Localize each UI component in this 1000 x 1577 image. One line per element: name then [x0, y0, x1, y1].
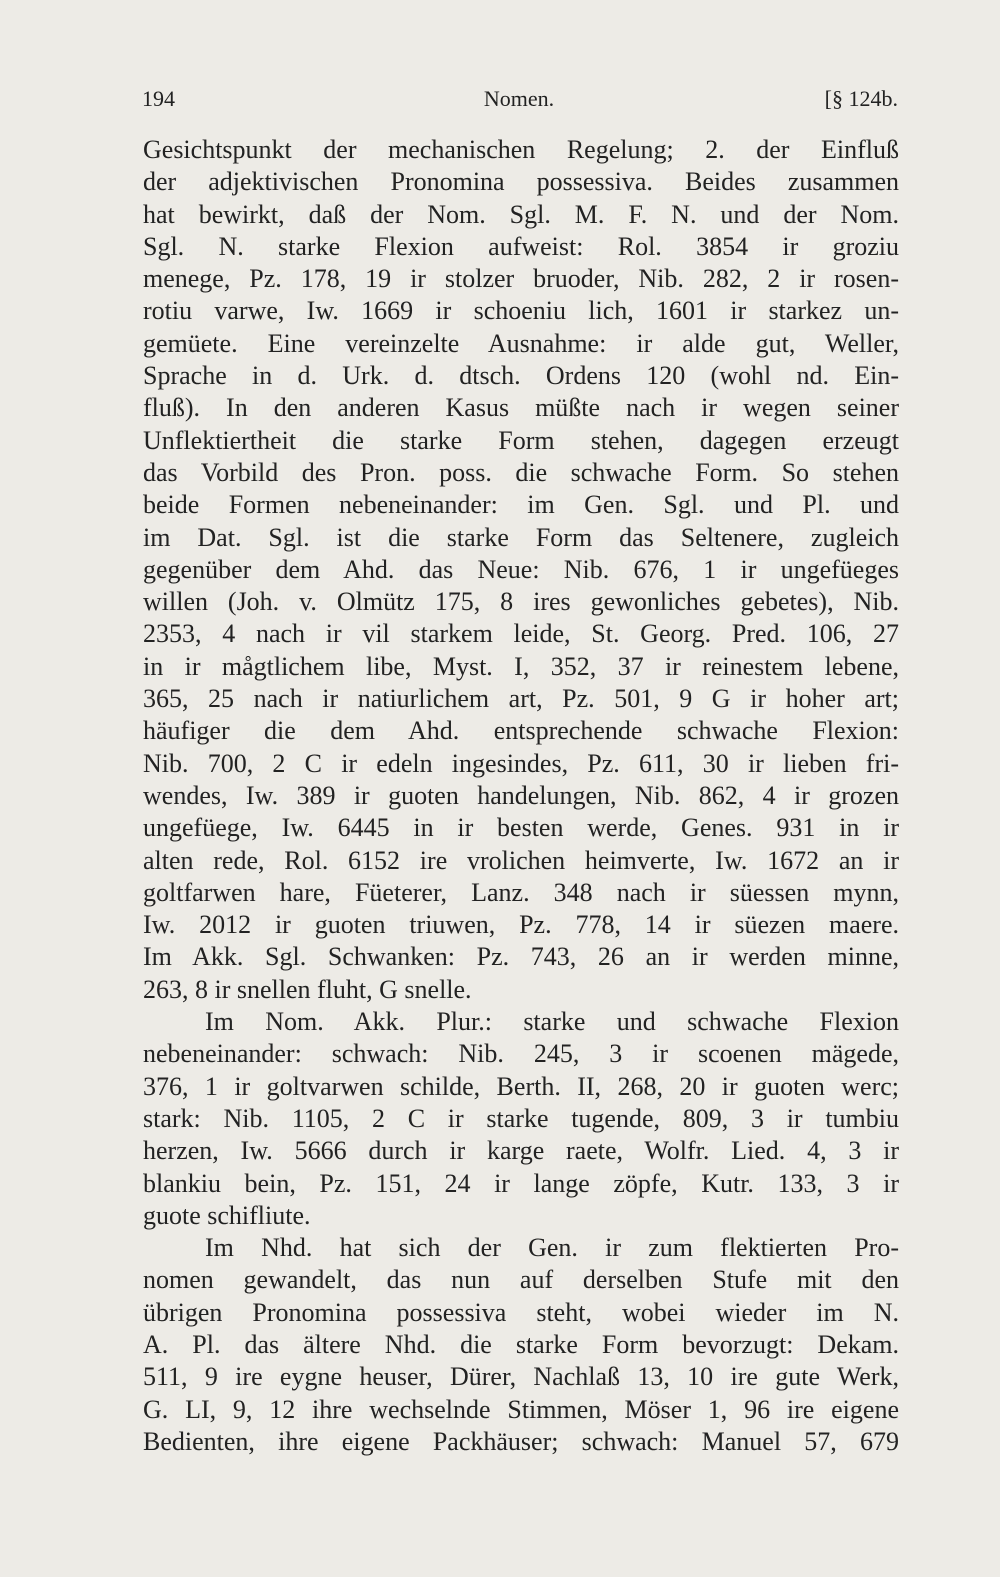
text-line: Nib. 700, 2 C ir edeln ingesindes, Pz. 611, 30 ir lieben fri- — [143, 748, 899, 778]
text-line: Gesichtspunkt der mechanischen Regelung; 2. der Einfluß — [143, 135, 899, 164]
text-line: guote schifliute. — [143, 1200, 311, 1230]
text-line: 365, 25 nach ir natiurlichem art, Pz. 501, 9 G ir hoher art; — [143, 684, 899, 714]
text-line: Unflektiertheit die starke Form stehen, dagegen erzeugt — [143, 425, 899, 455]
text-line: 2353, 4 nach ir vil starkem leide, St. Georg. Pred. 106, 27 — [143, 619, 899, 649]
page-number: 194 — [142, 86, 175, 111]
text-line: das Vorbild des Pron. poss. die schwache Form. So stehen — [143, 457, 899, 487]
text-line: herzen, Iw. 5666 durch ir karge raete, Wolfr. Lied. 4, 3 ir — [143, 1136, 899, 1166]
text-line: 376, 1 ir goltvarwen schilde, Berth. II, 268, 20 ir guoten werc; — [143, 1071, 899, 1101]
text-line: übrigen Pronomina possessiva steht, wobei wieder im N. — [143, 1297, 899, 1327]
text-line: Sgl. N. starke Flexion aufweist: Rol. 3854 ir groziu — [143, 231, 899, 261]
chapter-title: Nomen. — [483, 86, 555, 111]
text-line: willen (Joh. v. Olmütz 175, 8 ires gewonliches gebetes), Nib. — [143, 587, 899, 617]
text-line: Bedienten, ihre eigene Packhäuser; schwach: Manuel 57, 679 — [143, 1426, 899, 1456]
text-line: nebeneinander: schwach: Nib. 245, 3 ir scoenen mägede, — [143, 1039, 899, 1069]
text-line: 263, 8 ir snellen fluht, G snelle. — [143, 974, 472, 1004]
text-line: blankiu bein, Pz. 151, 24 ir lange zöpfe, Kutr. 133, 3 ir — [143, 1168, 899, 1198]
running-header — [140, 86, 898, 120]
text-line: beide Formen nebeneinander: im Gen. Sgl. und Pl. und — [143, 490, 899, 520]
text-line: Im Nom. Akk. Plur.: starke und schwache Flexion — [205, 1007, 899, 1037]
text-line: ungefüege, Iw. 6445 in ir besten werde, Genes. 931 in ir — [143, 813, 899, 843]
text-line: nomen gewandelt, das nun auf derselben Stufe mit den — [143, 1265, 899, 1295]
text-line: der adjektivischen Pronomina possessiva. Beides zusammen — [143, 167, 899, 197]
text-line: menege, Pz. 178, 19 ir stolzer bruoder, Nib. 282, 2 ir rosen- — [143, 264, 899, 294]
text-line: gemüete. Eine vereinzelte Ausnahme: ir alde gut, Weller, — [143, 328, 899, 358]
text-line: häufiger die dem Ahd. entsprechende schwache Flexion: — [143, 716, 899, 746]
text-line: rotiu varwe, Iw. 1669 ir schoeniu lich, 1601 ir starkez un- — [143, 296, 899, 326]
section-reference: [§ 124b. — [824, 86, 898, 111]
text-line: in ir mågtlichem libe, Myst. I, 352, 37 ir reinestem lebene, — [143, 651, 899, 681]
text-line: alten rede, Rol. 6152 ire vrolichen heimverte, Iw. 1672 an ir — [143, 845, 899, 875]
text-line: Sprache in d. Urk. d. dtsch. Ordens 120 (wohl nd. Ein- — [143, 361, 899, 391]
text-line: G. LI, 9, 12 ihre wechselnde Stimmen, Möser 1, 96 ire eigene — [143, 1394, 899, 1424]
text-line: Im Nhd. hat sich der Gen. ir zum flektierten Pro- — [205, 1233, 899, 1263]
text-line: wendes, Iw. 389 ir guoten handelungen, Nib. 862, 4 ir grozen — [143, 780, 899, 810]
text-line: im Dat. Sgl. ist die starke Form das Seltenere, zugleich — [143, 522, 899, 552]
text-line: stark: Nib. 1105, 2 C ir starke tugende, 809, 3 ir tumbiu — [143, 1103, 899, 1133]
text-line: 511, 9 ire eygne heuser, Dürer, Nachlaß 13, 10 ire gute Werk, — [143, 1362, 899, 1392]
text-line: gegenüber dem Ahd. das Neue: Nib. 676, 1 ir ungefüeges — [143, 554, 899, 584]
text-line: fluß). In den anderen Kasus müßte nach ir wegen seiner — [143, 393, 899, 423]
text-line: hat bewirkt, daß der Nom. Sgl. M. F. N. und der Nom. — [143, 199, 899, 229]
text-line: A. Pl. das ältere Nhd. die starke Form bevorzugt: Dekam. — [143, 1329, 899, 1359]
body-text — [143, 134, 899, 1458]
text-line: Im Akk. Sgl. Schwanken: Pz. 743, 26 an ir werden minne, — [143, 942, 899, 972]
text-line: goltfarwen hare, Füeterer, Lanz. 348 nach ir süessen mynn, — [143, 877, 899, 907]
text-line: Iw. 2012 ir guoten triuwen, Pz. 778, 14 ir süezen maere. — [143, 910, 899, 940]
